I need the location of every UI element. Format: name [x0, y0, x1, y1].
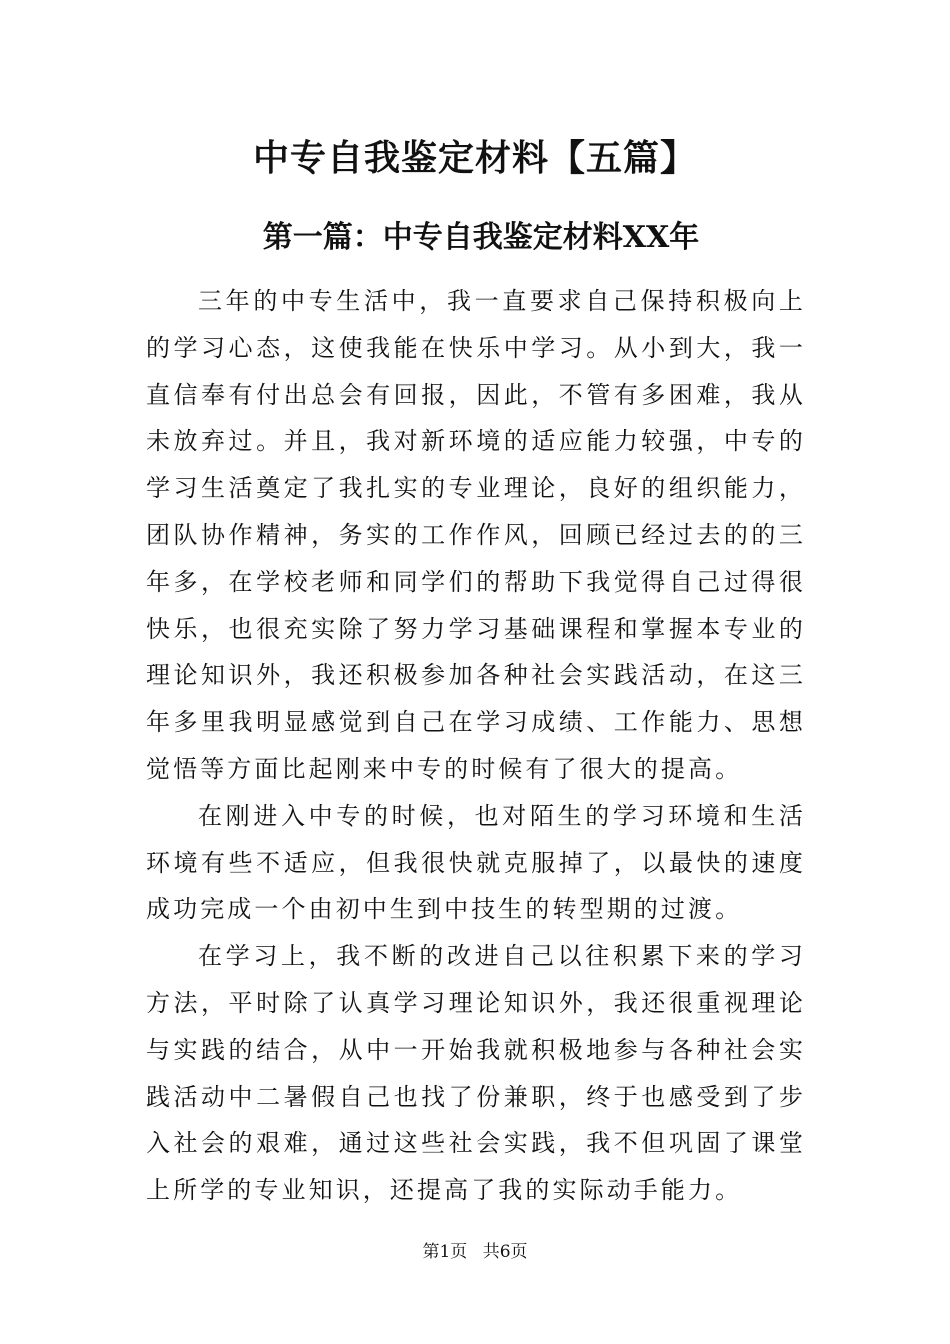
- page-number: 第1页: [422, 1242, 468, 1262]
- paragraph: 在刚进入中专的时候，也对陌生的学习环境和生活环境有些不适应，但我很快就克服掉了，以最快的速度成功完成一个由初中生到中技生的转型期的过渡。: [146, 801, 806, 924]
- page-total: 共6页: [482, 1242, 528, 1262]
- document-title: 中专自我鉴定材料【五篇】: [252, 137, 697, 179]
- page-footer: [0, 1240, 950, 1264]
- section-title: 第一篇：中专自我鉴定材料XX年: [262, 220, 700, 255]
- paragraph: 在学习上，我不断的改进自己以往积累下来的学习方法，平时除了认真学习理论知识外，我还很重视理论与实践的结合，从中一开始我就积极地参与各种社会实践活动中二暑假自己也找了份兼职，终于也感受到了步入社会的艰难，通过这些社会实践，我不但巩固了课堂上所学的专业知识，还提高了我的实际动手能力。: [146, 942, 806, 1205]
- paragraph: 三年的中专生活中，我一直要求自己保持积极向上的学习心态，这使我能在快乐中学习。从小到大，我一直信奉有付出总会有回报，因此，不管有多困难，我从未放弃过。并且，我对新环境的适应能力较强，中专的学习生活奠定了我扎实的专业理论，良好的组织能力，团队协作精神，务实的工作作风，回顾已经过去的的三年多，在学校老师和同学们的帮助下我觉得自己过得很快乐，也很充实除了努力学习基础课程和掌握本专业的理论知识外，我还积极参加各种社会实践活动，在这三年多里我明显感觉到自己在学习成绩、工作能力、思想觉悟等方面比起刚来中专的时候有了很大的提高。: [146, 287, 806, 783]
- body-text: [146, 278, 806, 1214]
